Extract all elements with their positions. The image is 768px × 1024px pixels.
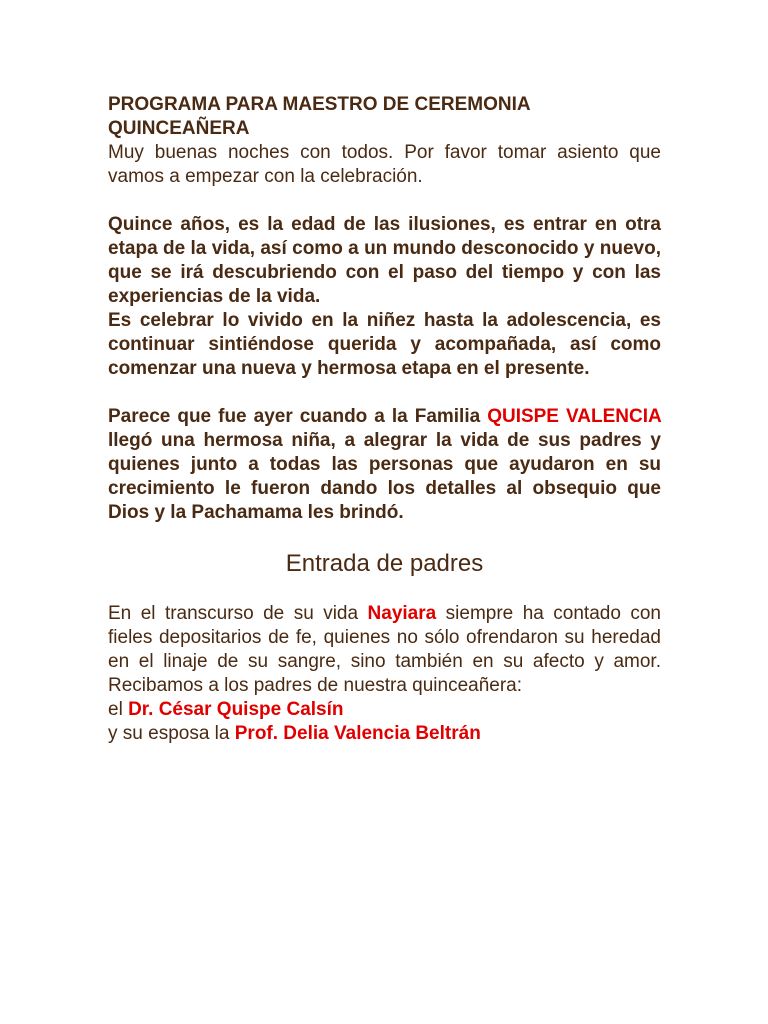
- section-heading-entrada: Entrada de padres: [285, 550, 484, 577]
- father-prefix: el: [108, 699, 129, 720]
- mother-name-highlight: Prof. Delia Valencia Beltrán: [234, 723, 481, 744]
- document-title: [108, 93, 661, 141]
- spacer: [108, 579, 661, 602]
- spacer: [108, 381, 661, 405]
- paragraph-familia: [108, 405, 661, 525]
- paragraph-celebrar: Es celebrar lo vivido en la niñez hasta la adolescencia, es continuar sintiéndose querida y acompañada, así como comenzar una nueva y hermosa etapa en el presente.: [108, 310, 661, 379]
- mother-line: [108, 722, 661, 746]
- father-line: [108, 698, 661, 722]
- nayiara-text-after: siempre ha contado con fieles depositarios de fe, quienes no sólo ofrendaron su heredad en el linaje de su sangre, sino también en su afecto y amor. Recibamos a los padres de nuestra quinceañera:: [108, 603, 661, 696]
- spacer: [108, 525, 661, 549]
- family-name-highlight: QUISPE VALENCIA: [487, 406, 661, 427]
- title-line-1: PROGRAMA PARA MAESTRO DE CEREMONIA: [108, 94, 531, 115]
- father-name-highlight: Dr. César Quispe Calsín: [128, 699, 344, 720]
- document-page: [108, 93, 661, 746]
- spacer: [108, 189, 661, 213]
- title-line-2: QUINCEAÑERA: [108, 118, 250, 139]
- quinceanera-name-highlight: Nayiara: [367, 603, 437, 624]
- mother-prefix: y su esposa la: [108, 723, 235, 744]
- familia-text-after: llegó una hermosa niña, a alegrar la vida de sus padres y quienes junto a todas las personas que ayudaron en su crecimiento le fueron dando los detalles al obsequio que Dios y la Pachamama les brindó.: [108, 430, 661, 523]
- intro-paragraph: Muy buenas noches con todos. Por favor tomar asiento que vamos a empezar con la celebración.: [108, 142, 661, 187]
- paragraph-quince-anos: Quince años, es la edad de las ilusiones, es entrar en otra etapa de la vida, así como a un mundo desconocido y nuevo, que se irá descubriendo con el paso del tiempo y con las experiencias de la vida.: [108, 214, 661, 307]
- nayiara-text-before: En el transcurso de su vida: [108, 603, 368, 624]
- paragraph-nayiara: [108, 602, 661, 698]
- familia-text-before: Parece que fue ayer cuando a la Familia: [108, 406, 488, 427]
